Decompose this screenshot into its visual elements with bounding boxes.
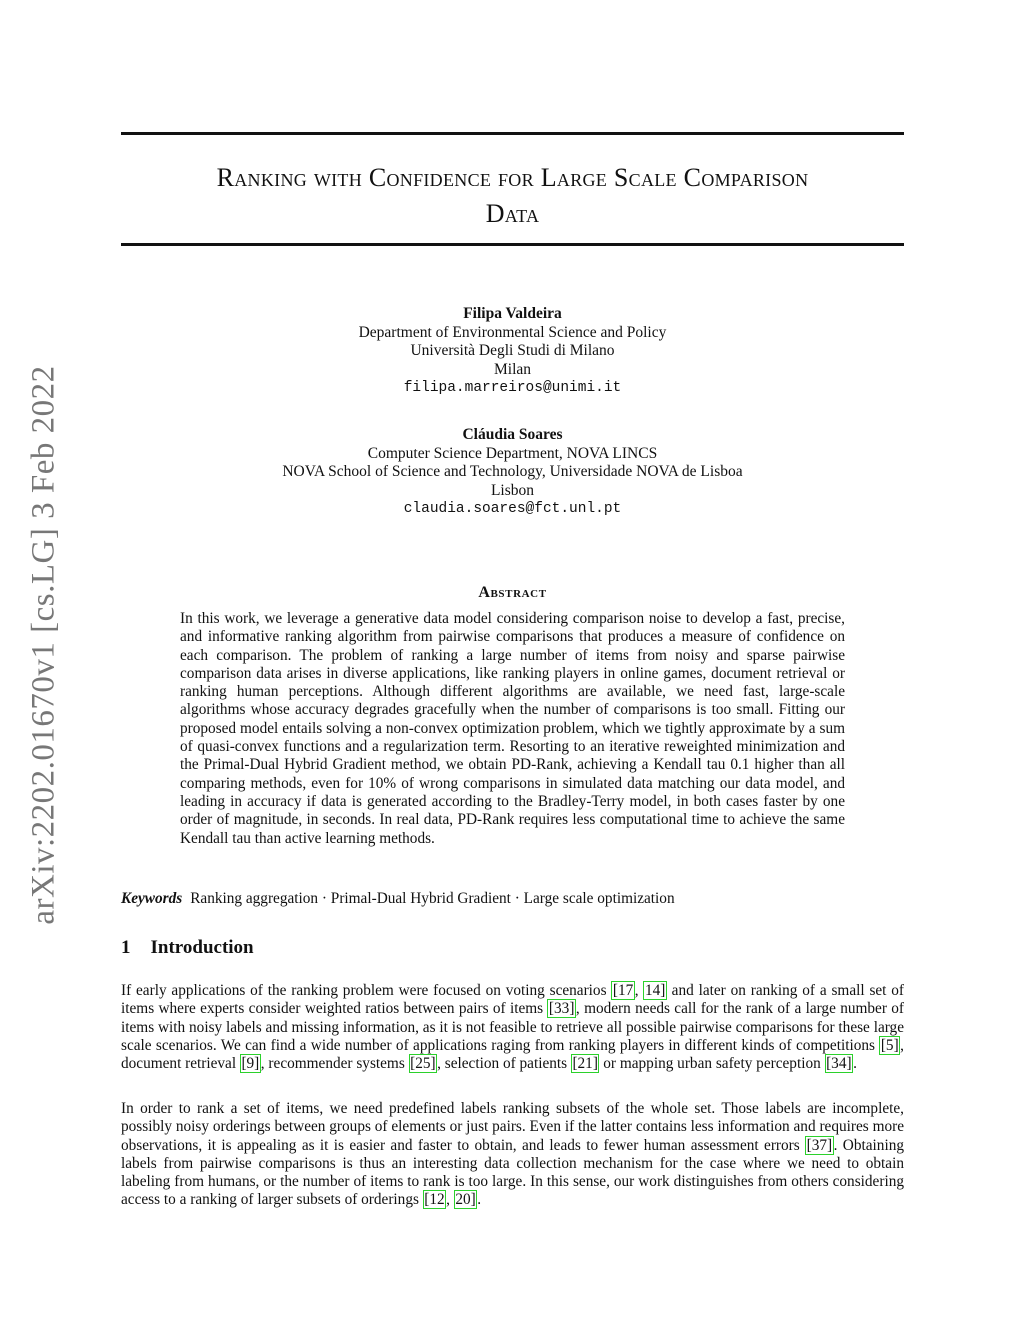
- author-email[interactable]: filipa.marreiros@unimi.it: [403, 380, 622, 396]
- title-smallcaps: ata: [504, 199, 540, 228]
- title-rule-bottom: [121, 243, 904, 246]
- citation-link[interactable]: [5]: [880, 1036, 899, 1054]
- citation-link[interactable]: 20]: [455, 1191, 476, 1209]
- author-block: [121, 305, 904, 398]
- citation-link[interactable]: [12: [424, 1191, 445, 1209]
- paragraph-text: ,: [446, 1191, 454, 1209]
- author-affiliation: Computer Science Department, NOVA LINCS: [367, 444, 658, 462]
- abstract-text: In this work, we leverage a generative data model considering comparison noise to develop a fast, precise, and informative ranking algorithm from pairwise comparisons that produces a measure of confidence on each comparison. The problem of ranking a large number of items from noisy and sparse pairwise comparison data arises in diverse applications, like ranking players in online games, document retrieval or ranking human perceptions. Although different algorithms are available, we need fast, large-scale algorithms whose accuracy degrades gracefully when the number of comparisons is too small. Fitting our proposed model entails solving a non-convex optimization problem, which we tightly approximate by a sum of quasi-convex functions and a regularization term. Resorting to an iterative reweighted minimization and the Primal-Dual Hybrid Gradient method, we obtain PD-Rank, achieving a Kendall tau 0.1 higher than all comparing methods, even for 10% of wrong comparisons in simulated data matching our data model, and leading in accuracy if data is generated according to the Bradley-Terry model, in both cases faster by one order of magnitude, in seconds. In real data, PD-Rank requires less computational time to achieve the same Kendall tau than active learning methods.: [180, 610, 845, 847]
- abstract-heading: Abstract: [478, 584, 547, 601]
- title-smallcaps: cale: [628, 163, 684, 192]
- citation-link[interactable]: [25]: [410, 1055, 436, 1073]
- keywords-label: Keywords: [121, 890, 183, 907]
- body-paragraph: [121, 982, 904, 1073]
- title-line-1: [121, 160, 904, 196]
- title-smallcaps: omparison: [701, 163, 809, 192]
- title-capital: R: [216, 163, 235, 192]
- title-capital: D: [485, 199, 505, 228]
- author-affiliation: Lisbon: [490, 481, 535, 499]
- author-affiliation: Department of Environmental Science and Policy: [358, 323, 667, 341]
- title-smallcaps: anking with: [234, 163, 369, 192]
- title-capital: L: [540, 163, 557, 192]
- author-block: [121, 426, 904, 519]
- citation-link[interactable]: [37]: [806, 1136, 833, 1154]
- citation-link[interactable]: [33]: [548, 1000, 575, 1018]
- title-smallcaps: onfidence for: [386, 163, 541, 192]
- paragraph-text: or mapping urban safety perception: [599, 1055, 825, 1073]
- body-paragraph: [121, 1100, 904, 1210]
- keywords: [121, 890, 904, 908]
- paragraph-text: .: [477, 1191, 482, 1209]
- citation-link[interactable]: [17: [612, 982, 634, 999]
- paragraph-text: ,: [634, 982, 644, 999]
- paragraph-text: , recommender systems: [260, 1055, 409, 1073]
- author-name: Cláudia Soares: [462, 426, 563, 443]
- citation-link[interactable]: 14]: [644, 982, 666, 999]
- citation-link[interactable]: [21]: [572, 1055, 598, 1073]
- arxiv-stamp: [0, 0, 60, 1325]
- section-title: Introduction: [150, 937, 254, 958]
- title-rule-top: [121, 132, 904, 135]
- title-capital: C: [683, 163, 702, 192]
- paper-title: [121, 160, 904, 232]
- title-capital: S: [613, 163, 629, 192]
- author-affiliation: Milan: [493, 360, 532, 378]
- arxiv-identifier: arXiv:2202.01670v1 [cs.LG] 3 Feb 2022: [25, 365, 62, 925]
- paragraph-text: , document retrieval: [121, 1036, 904, 1073]
- author-name: Filipa Valdeira: [463, 305, 562, 322]
- section-number: 1: [121, 937, 131, 958]
- paragraph-text: If early applications of the ranking problem were focused on voting scenarios: [121, 982, 612, 999]
- author-affiliation: Università Degli Studi di Milano: [410, 342, 615, 359]
- paragraph-text: , modern needs call for the rank of a large number of items with noisy labels and missing information, as it is not feasible to retrieve all possible pairwise comparisons for these large scale scenarios. We can find a wide number of applications raging from ranking players in different kinds of competitions: [121, 1000, 904, 1054]
- citation-link[interactable]: [9]: [241, 1055, 260, 1073]
- title-capital: C: [368, 163, 387, 192]
- author-email[interactable]: claudia.soares@fct.unl.pt: [403, 501, 622, 517]
- keywords-text: Ranking aggregation · Primal-Dual Hybrid Gradient · Large scale optimization: [190, 890, 675, 907]
- paragraph-text: .: [853, 1055, 857, 1073]
- paragraph-text: . Obtaining labels from pairwise comparisons is thus an interesting data collection mechanism for the case where we need to obtain labeling from humans, or the number of items to rank is too large. In this sense, our work distinguishes from others considering access to a ranking of larger subsets of orderings: [121, 1136, 904, 1209]
- section-heading: [121, 937, 254, 959]
- title-line-2: [121, 196, 904, 232]
- author-affiliation: NOVA School of Science and Technology, Universidade NOVA de Lisboa: [282, 463, 743, 480]
- citation-link[interactable]: [34]: [826, 1055, 852, 1073]
- paragraph-text: , selection of patients: [437, 1055, 571, 1073]
- paragraph-text: and later on ranking of a small set of items where experts consider weighted ratios between pairs of items: [121, 982, 905, 1018]
- paragraph-text: In order to rank a set of items, we need predefined labels ranking subsets of the whole set. Those labels are incomplete, possibly noisy orderings between groups of elements or just pairs. Even if the latter contains less information and requires more observations, it is appealing as it is easier and faster to obtain, and leads to fewer human assessment errors: [121, 1100, 904, 1154]
- title-smallcaps: arge: [556, 163, 614, 192]
